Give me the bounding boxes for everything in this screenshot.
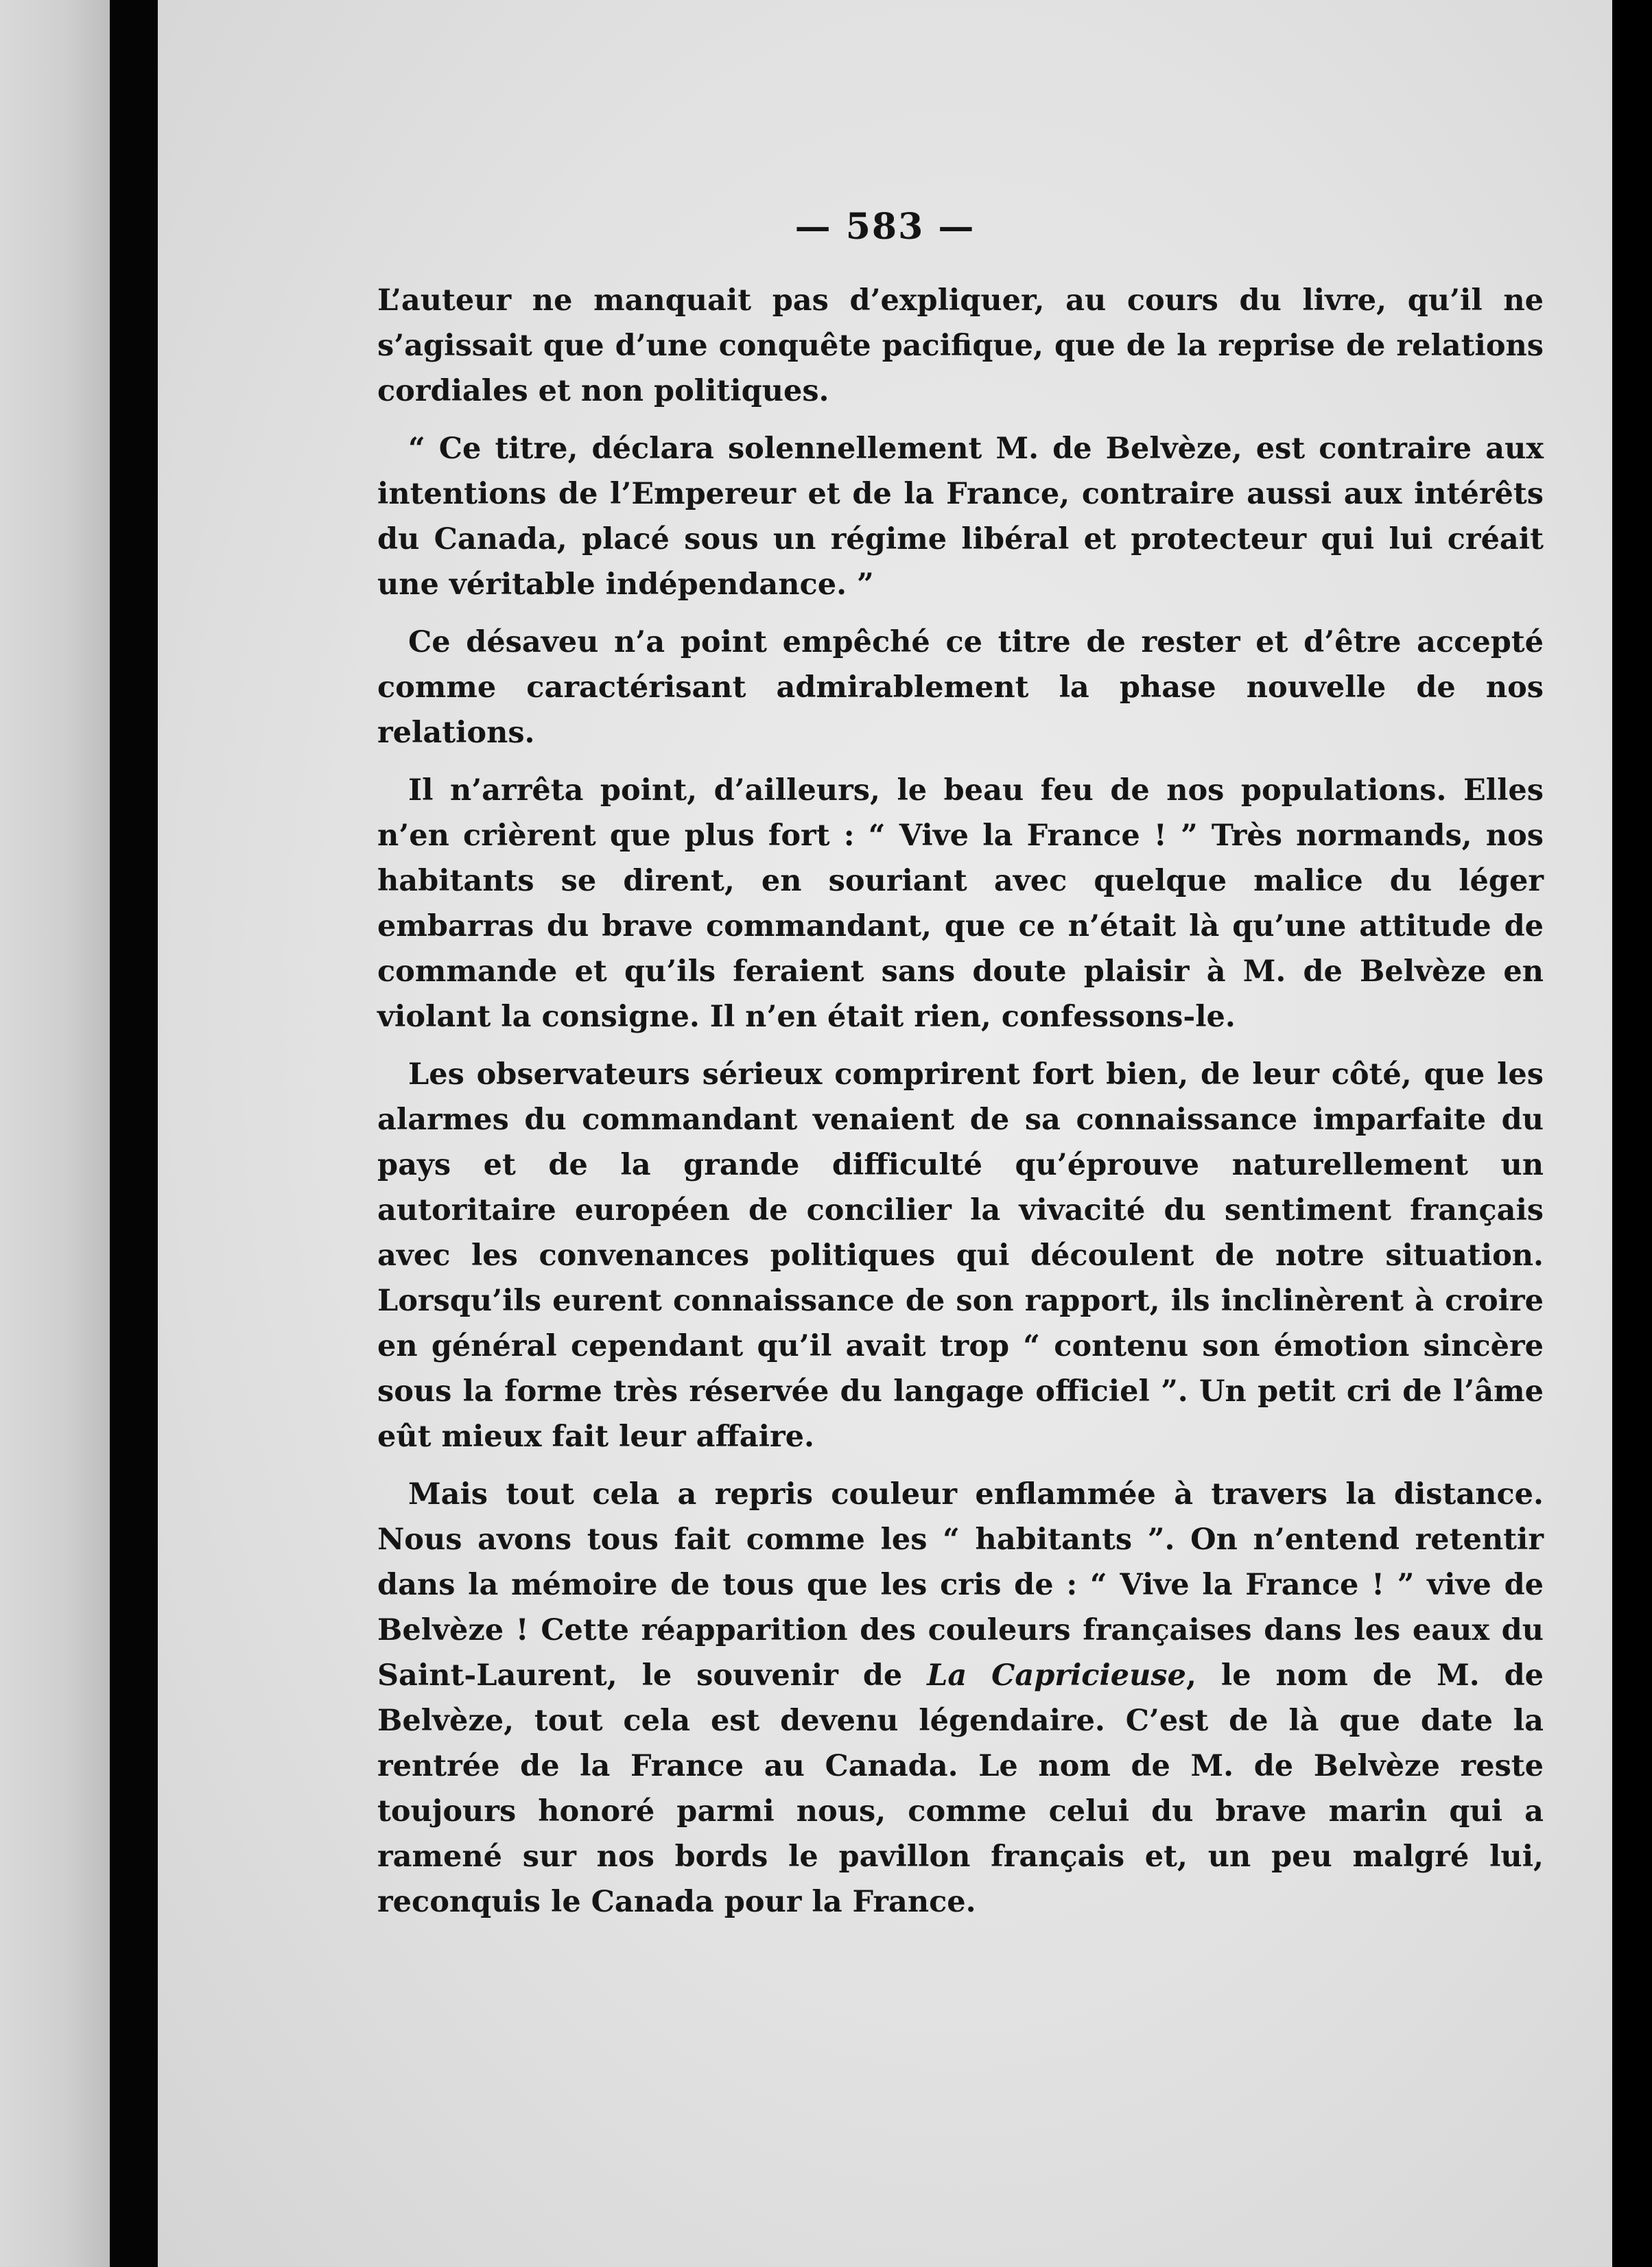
body-text — [377, 278, 1544, 1937]
paragraph-6-part-1: Mais tout cela a repris couleur enflammée à travers la distance. Nous avons tous fait comme les “ habitants ”. On n’entend retentir dans la mémoire de tous que les cris de : “ Vive la France ! ” vive de Belvèze ! Cette réapparition des couleurs françaises dans les eaux du Saint-Laurent, le souvenir de — [377, 1477, 1544, 1693]
right-scan-edge — [1612, 0, 1652, 2267]
ship-name: La Capricieuse — [927, 1658, 1186, 1693]
paragraph-2: “ Ce titre, déclara solennellement M. de Belvèze, est contraire aux intentions de l’Empereur et de la France, contraire aussi aux intérêts du Canada, placé sous un régime libéral et protecteur qui lui créait une véritable indépendance. ” — [377, 432, 1544, 602]
book-gutter — [110, 0, 158, 2267]
paragraph-4: Il n’arrêta point, d’ailleurs, le beau feu de nos populations. Elles n’en crièrent que plus fort : “ Vive la France ! ” Très normands, nos habitants se dirent, en souriant avec quelque malice du léger embarras du brave commandant, que ce n’était là qu’une attitude de commande et qu’ils feraient sans doute plaisir à M. de Belvèze en violant la consigne. Il n’en était rien, confessons-le. — [377, 773, 1544, 1034]
left-page-edge — [0, 0, 110, 2267]
paragraph-5: Les observateurs sérieux comprirent fort bien, de leur côté, que les alarmes du commandant venaient de sa connaissance imparfaite du pays et de la grande difficulté qu’éprouve naturellement un autoritaire européen de concilier la vivacité du sentiment français avec les convenances politiques qui découlent de notre situation. Lorsqu’ils eurent connaissance de son rapport, ils inclinèrent à croire en général cependant qu’il avait trop “ contenu son émotion sincère sous la forme très réservée du langage officiel ”. Un petit cri de l’âme eût mieux fait leur affaire. — [377, 1057, 1544, 1454]
paragraph-6 — [377, 1472, 1544, 1925]
page — [158, 0, 1612, 2267]
page-number: — 583 — — [794, 206, 976, 248]
paragraph-3: Ce désaveu n’a point empêché ce titre de rester et d’être accepté comme caractérisant admirablement la phase nouvelle de nos relations. — [377, 625, 1544, 750]
paragraph-1: L’auteur ne manquait pas d’expliquer, au cours du livre, qu’il ne s’agissait que d’une conquête pacifique, que de la reprise de relations cordiales et non politiques. — [377, 283, 1544, 408]
paragraph-6-part-2: , le nom de M. de Belvèze, tout cela est devenu légendaire. C’est de là que date la rentrée de la France au Canada. Le nom de M. de Belvèze reste toujours honoré parmi nous, comme celui du brave marin qui a ramené sur nos bords le pavillon français et, un peu malgré lui, reconquis le Canada pour la France. — [377, 1658, 1544, 1919]
